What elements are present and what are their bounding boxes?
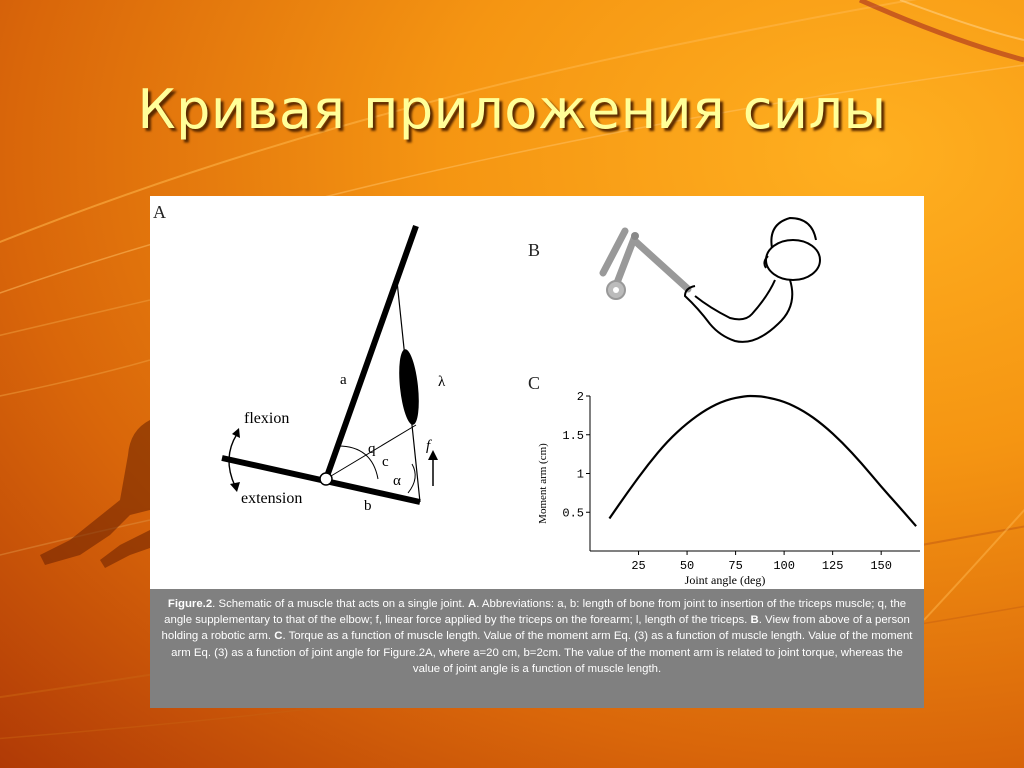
caption-tag-a: A bbox=[467, 598, 477, 610]
caption-tag-b: B bbox=[750, 614, 759, 627]
angle-q-label: q bbox=[368, 441, 376, 457]
caption-text-4: . Torque as a function of muscle length. Value of the moment arm Eq. (3) as a function of muscle length. Value of the moment arm Eq. (3) as a function of joint angle for Figure.2A, where a=20 cm, b=2cm. The value of the moment arm is related to joint torque, whereas the value of joint angle is a function of muscle length. bbox=[171, 630, 913, 675]
background-swoosh bbox=[0, 360, 150, 400]
moment-arm-curve bbox=[609, 396, 916, 526]
segment-c-label: c bbox=[382, 454, 389, 470]
moment-arm-chart bbox=[537, 390, 920, 587]
x-tick-label: 150 bbox=[870, 559, 892, 573]
runner-silhouette bbox=[40, 420, 150, 568]
caption-text-2: . Abbreviations: a, b: length of bone from joint to insertion of the triceps muscle; q, the angle supplementary to that of the elbow; f, linear force applied by the triceps on the forearm; l, length of the triceps. bbox=[164, 598, 907, 627]
figure-illustration bbox=[150, 196, 924, 589]
y-tick-label: 1.5 bbox=[562, 428, 584, 443]
muscle-belly bbox=[396, 348, 422, 425]
caption-lead: Figure.2 bbox=[167, 598, 213, 610]
x-tick-label: 100 bbox=[773, 559, 795, 573]
figure-caption bbox=[150, 589, 924, 708]
caption-text-1: . Schematic of a muscle that acts on a single joint. bbox=[212, 598, 468, 610]
elbow-joint bbox=[320, 473, 332, 485]
y-tick-label: 2 bbox=[576, 390, 584, 404]
extension-label: extension bbox=[241, 490, 303, 507]
person-arm-outline bbox=[685, 218, 820, 342]
angle-alpha-label: α bbox=[393, 473, 401, 489]
x-tick-label: 50 bbox=[679, 559, 695, 573]
bone-a-label: a bbox=[340, 372, 347, 388]
robotic-arm-drawing bbox=[603, 231, 688, 299]
slide-title: Кривая приложения силы bbox=[137, 78, 887, 141]
background-swoosh bbox=[924, 470, 1024, 620]
y-axis-label: Moment arm (cm) bbox=[537, 443, 549, 524]
background-swoosh bbox=[0, 300, 150, 340]
caption-text-3: . View from above of a person holding a robotic arm. bbox=[161, 614, 910, 643]
panel-b-label: B bbox=[528, 240, 541, 260]
caption-tag-c: C bbox=[274, 630, 283, 643]
panel-a-label: A bbox=[153, 202, 166, 222]
figure-panel bbox=[150, 196, 924, 708]
x-tick-label: 25 bbox=[631, 559, 646, 573]
x-tick-label: 125 bbox=[821, 559, 844, 573]
force-label: f bbox=[426, 438, 431, 454]
extension-arrowhead bbox=[230, 482, 240, 492]
x-axis-label: Joint angle (deg) bbox=[684, 573, 766, 587]
background-swoosh bbox=[860, 0, 1024, 60]
background-swoosh bbox=[900, 0, 1024, 40]
muscle-label: λ bbox=[438, 374, 446, 390]
panel-c-label: C bbox=[528, 373, 541, 393]
y-tick-label: 1 bbox=[576, 467, 584, 482]
x-tick-label: 75 bbox=[728, 559, 743, 573]
angle-alpha-arc bbox=[408, 464, 415, 493]
bone-b-label: b bbox=[364, 498, 372, 514]
flexion-label: flexion bbox=[244, 410, 290, 427]
y-tick-label: 0.5 bbox=[562, 506, 584, 521]
